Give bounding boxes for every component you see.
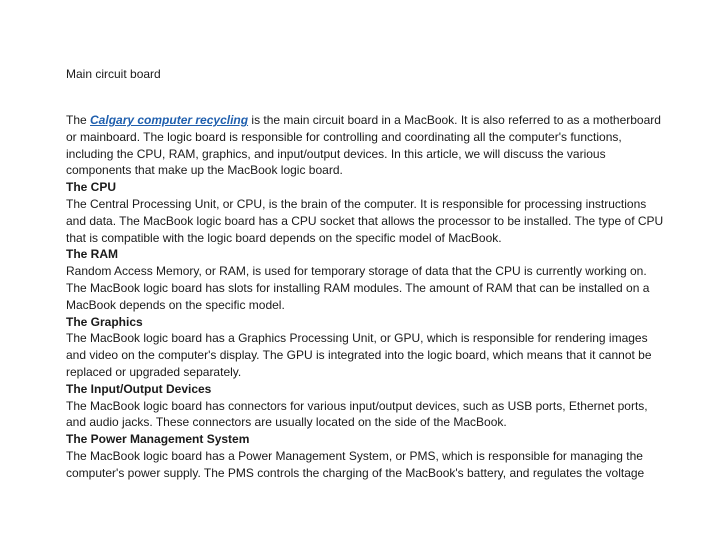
- section-text-ram: Random Access Memory, or RAM, is used for temporary storage of data that the CPU is currently working on. The MacBook logic board has slots for installing RAM modules. The amount of RAM that can be installed on a MacBook depends on the specific model.: [66, 264, 650, 312]
- section-heading-power-management: The Power Management System: [66, 432, 250, 447]
- section-heading-io-devices: The Input/Output Devices: [66, 381, 212, 396]
- document-body: [66, 112, 666, 482]
- section-text-cpu: The Central Processing Unit, or CPU, is the brain of the computer. It is responsible for processing instructions and data. The MacBook logic board has a CPU socket that allows the processor to be installed. The type of CPU that is compatible with the logic board depends on the specific model of MacBook.: [66, 196, 664, 245]
- document-title: Main circuit board: [66, 67, 161, 81]
- section-text-power-management: The MacBook logic board has a Power Management System, or PMS, which is responsible for managing the computer's power supply. The PMS controls the charging of the MacBook's battery, and regulates the voltage: [66, 448, 645, 480]
- section-heading-graphics: The Graphics: [66, 314, 143, 329]
- intro-prefix: The: [66, 113, 91, 127]
- intro-text: is the main circuit board in a MacBook. It is also referred to as a motherboard or mainboard. The logic board is responsible for controlling and coordinating all the computer's functions, including the CPU, RAM, graphics, and input/output devices. In this article, we will discuss the various components that make up the MacBook logic board.: [66, 113, 661, 178]
- calgary-computer-recycling-link[interactable]: Calgary computer recycling: [90, 113, 249, 127]
- section-heading-ram: The RAM: [66, 247, 118, 262]
- section-heading-cpu: The CPU: [66, 180, 117, 195]
- section-text-io-devices: The MacBook logic board has connectors for various input/output devices, such as USB ports, Ethernet ports, and audio jacks. These connectors are usually located on the side of the MacBook.: [66, 398, 648, 430]
- section-text-graphics: The MacBook logic board has a Graphics Processing Unit, or GPU, which is responsible for rendering images and video on the computer's display. The GPU is integrated into the logic board, which means that it cannot be replaced or upgraded separately.: [66, 331, 652, 379]
- intro-paragraph: [66, 112, 666, 179]
